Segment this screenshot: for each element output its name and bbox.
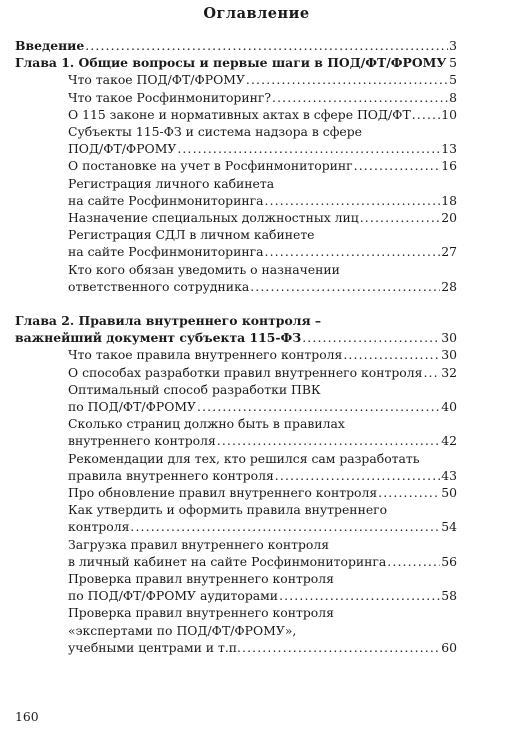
toc-entry-text: О постановке на учет в Росфинмониторинг — [68, 158, 353, 174]
toc-entry-text: учебными центрами и т.п. — [68, 639, 241, 655]
toc-page-number: 18 — [441, 192, 457, 208]
dot-leader — [354, 157, 441, 174]
toc-entry-text: на сайте Росфинмониторинга — [68, 192, 264, 208]
dot-leader — [265, 243, 441, 260]
toc-entry-text: на сайте Росфинмониторинга — [68, 244, 264, 260]
toc-entry-text: Регистрация СДЛ в личном кабинете — [68, 227, 315, 243]
toc-entry-text: Что такое Росфинмониторинг? — [68, 89, 272, 105]
toc-entry-text: по ПОД/ФТ/ФРОМУ — [68, 398, 197, 414]
toc-page-number: 58 — [441, 588, 457, 604]
toc-page-number: 56 — [441, 553, 457, 569]
toc-entry-text: правила внутреннего контроля — [68, 467, 274, 483]
dot-leader — [378, 484, 440, 501]
toc-page-number: 8 — [449, 89, 457, 105]
toc-entry-text: Назначение специальных должностных лиц — [68, 210, 359, 225]
toc-page-number: 43 — [441, 467, 457, 483]
toc-page-number: 50 — [441, 485, 457, 500]
toc-entry-text: Введение — [15, 38, 85, 53]
dot-leader — [412, 106, 440, 123]
dot-leader — [265, 192, 441, 209]
toc-entry-text: Как утвердить и оформить правила внутреннего — [68, 502, 388, 518]
dot-leader — [85, 37, 448, 54]
toc-entry-text: Загрузка правил внутреннего контроля — [68, 536, 330, 552]
toc-page-number: 27 — [441, 244, 457, 260]
toc-page-number: 60 — [441, 639, 457, 655]
toc-entry-text: Кто кого обязан уведомить о назначении — [68, 261, 340, 277]
toc-page-number: 30 — [441, 347, 457, 363]
dot-leader — [130, 518, 440, 535]
toc-page-number: 16 — [441, 158, 457, 174]
toc-entry-text: Сколько страниц должно быть в правилах — [68, 416, 345, 432]
dot-leader — [217, 432, 440, 449]
dot-leader — [447, 54, 448, 71]
dot-leader — [275, 467, 440, 484]
toc-entry-text: Проверка правил внутреннего контроля — [68, 605, 334, 621]
toc-entry-text: внутреннего контроля — [68, 433, 216, 449]
toc-entry-text: Регистрация личного кабинета — [68, 175, 275, 191]
toc-entry-text: О способах разработки правил внутреннего контроля — [68, 364, 423, 380]
toc-entry-text: О 115 законе и нормативных актах в сфере ПОД/ФТ — [68, 106, 411, 122]
toc-entry-text: важнейший документ субъекта 115-ФЗ — [15, 330, 302, 346]
toc-page-number: 42 — [441, 433, 457, 449]
dot-leader — [387, 553, 440, 570]
toc-entry-text: Глава 2. Правила внутреннего контроля – — [15, 313, 322, 328]
toc-page-number: 3 — [449, 38, 457, 53]
toc-page-number: 5 — [449, 72, 457, 88]
page-title: Оглавление — [203, 5, 310, 22]
dot-leader — [343, 346, 440, 363]
toc-page-number: 5 — [449, 55, 457, 71]
toc-page-number: 40 — [441, 398, 457, 414]
toc-entry-text: в личный кабинет на сайте Росфинмониторинга — [68, 553, 387, 569]
dot-leader — [302, 329, 440, 346]
toc-entry-text: ПОД/ФТ/ФРОМУ — [68, 141, 177, 157]
dot-leader — [272, 89, 448, 106]
toc-page-number: 20 — [441, 210, 457, 225]
toc-entry-text: «экспертами по ПОД/ФТ/ФРОМУ», — [68, 622, 297, 638]
toc-page-number: 32 — [441, 364, 457, 380]
dot-leader — [250, 278, 440, 295]
toc-page-number: 54 — [441, 519, 457, 535]
toc-entry-text: Проверка правил внутреннего контроля — [68, 571, 334, 586]
dot-leader — [242, 639, 440, 656]
toc-entry-text: Что такое ПОД/ФТ/ФРОМУ — [68, 72, 245, 88]
toc-entry-text: Что такое правила внутреннего контроля — [68, 347, 343, 363]
dot-leader — [423, 364, 440, 381]
toc-entry-text: Субъекты 115-ФЗ и система надзора в сфере — [68, 124, 363, 139]
dot-leader — [246, 71, 448, 88]
toc-page-number: 28 — [441, 278, 457, 294]
dot-leader — [279, 587, 440, 604]
dot-leader — [197, 398, 440, 415]
toc-entry-text: Про обновление правил внутреннего контроля — [68, 485, 378, 500]
page-number: 160 — [15, 709, 39, 724]
toc-entry-text: контроля — [68, 519, 130, 535]
dot-leader — [360, 209, 440, 226]
toc-page-number: 10 — [441, 106, 457, 122]
toc-page-number: 13 — [441, 141, 457, 157]
toc-page-number: 30 — [441, 330, 457, 346]
toc-entry-text: Глава 1. Общие вопросы и первые шаги в ПОД/ФТ/ФРОМУ — [15, 55, 447, 71]
toc-entry-text: Рекомендации для тех, кто решился сам разработать — [68, 450, 420, 466]
toc-entry-text: Оптимальный способ разработки ПВК — [68, 381, 321, 397]
toc-entry-text: по ПОД/ФТ/ФРОМУ аудиторами — [68, 588, 279, 604]
dot-leader — [177, 140, 440, 157]
toc-entry-text: ответственного сотрудника — [68, 278, 250, 294]
